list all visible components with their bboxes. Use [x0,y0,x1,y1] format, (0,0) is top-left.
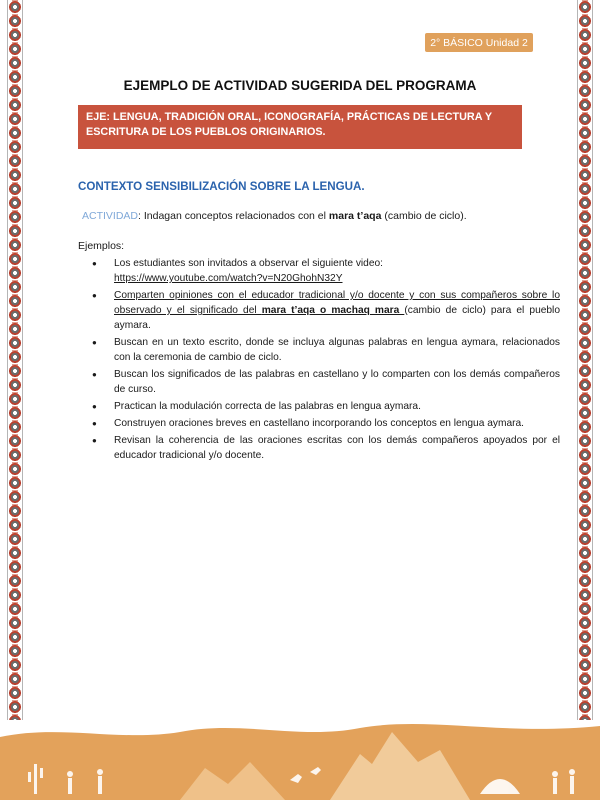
section-heading: CONTEXTO SENSIBILIZACIÓN SOBRE LA LENGUA. [78,180,365,193]
activity-label: ACTIVIDAD [82,210,139,222]
activity-line [82,210,542,222]
person-body-icon [68,778,72,794]
cactus-arm-icon [40,768,43,778]
unit-badge: 2° BÁSICO Unidad 2 [425,33,533,52]
decorative-border-right [574,0,596,720]
person-body-icon [570,776,574,794]
list-item: ● Revisan la coherencia de las oraciones escritas con los demás compañeros apoyados por el educador tradicional y/o docente. [114,433,560,463]
person-icon [552,771,558,777]
list-item-text: Comparten opiniones con el educador tradicional y/o docente y con sus compañeros sobre lo observado y el significado del [114,290,560,316]
person-icon [97,769,103,775]
list-item-term: mara t’aqa o machaq mara [261,305,405,316]
decorative-border-left [4,0,26,720]
person-body-icon [98,776,102,794]
activity-term: mara t’aqa [328,210,382,222]
list-item-text: (cambio de ciclo) para el pueblo aymara. [114,305,560,331]
list-item: ● Construyen oraciones breves en castellano incorporando los conceptos en lengua aymara. [114,416,560,431]
list-item-text: Los estudiantes son invitados a observar el siguiente video: [114,258,384,269]
examples-label: Ejemplos: [78,240,125,252]
examples-list [78,256,560,465]
person-icon [569,769,575,775]
activity-text-after: (cambio de ciclo). [381,210,467,222]
list-item [114,288,560,333]
axis-banner: EJE: LENGUA, TRADICIÓN ORAL, ICONOGRAFÍA, PRÁCTICAS DE LECTURA Y ESCRITURA DE LOS PUEBLOS ORIGINARIOS. [78,105,522,149]
activity-text-before: : Indagan conceptos relacionados con el [138,210,329,222]
list-item: ● Practican la modulación correcta de las palabras en lengua aymara. [114,399,560,414]
person-body-icon [553,778,557,794]
page-title: EJEMPLO DE ACTIVIDAD SUGERIDA DEL PROGRAMA [123,78,477,93]
list-item: ● Buscan los significados de las palabras en castellano y lo comparten con los demás compañeros de curso. [114,367,560,397]
list-item [114,256,560,286]
list-item: ● Buscan en un texto escrito, donde se incluya algunas palabras en lengua aymara, relacionados con la ceremonia de cambio de ciclo. [114,335,560,365]
cactus-icon [34,764,37,794]
cactus-arm-icon [28,772,31,782]
footer-illustration [0,702,600,800]
video-link[interactable]: https://www.youtube.com/watch?v=N20GhohN32Y [114,273,343,284]
person-icon [67,771,73,777]
